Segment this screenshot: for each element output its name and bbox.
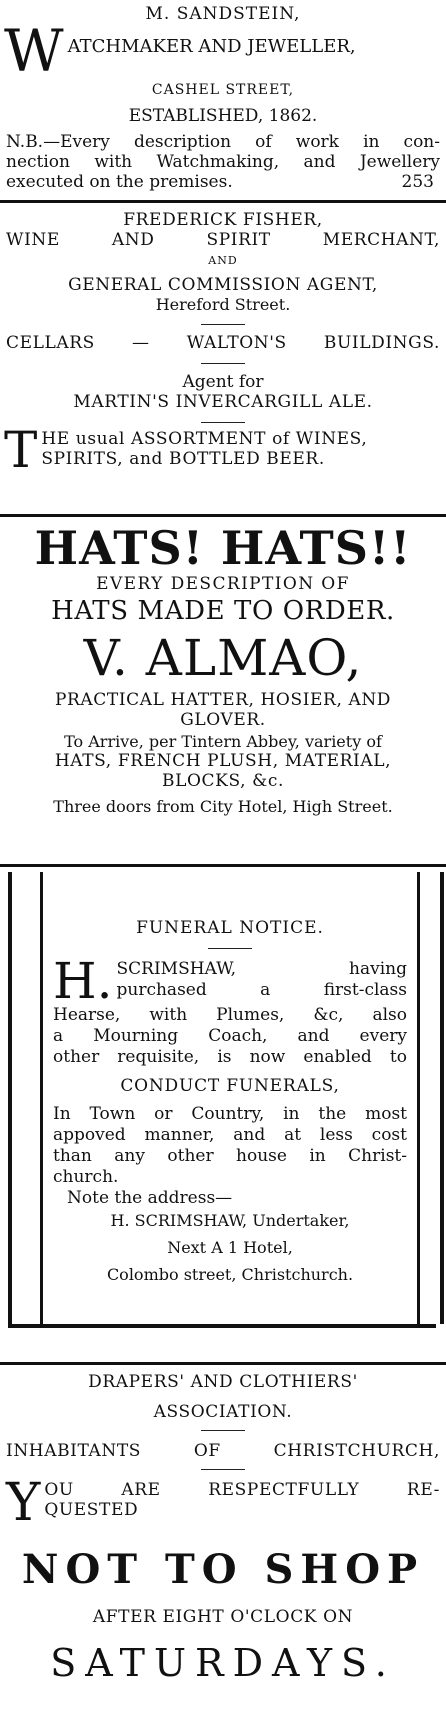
sandstein-trade: ATCHMAKER AND JEWELLER, <box>67 36 356 57</box>
drapers-inhabitants-word: OF <box>193 1441 221 1461</box>
almao-address: Three doors from City Hotel, High Street. <box>53 797 393 816</box>
funeral-text-line: Hearse, with Plumes, &c, also <box>53 1005 407 1025</box>
almao-materials: HATS, FRENCH PLUSH, MATERIAL, <box>54 751 392 771</box>
almao-arrive: To Arrive, per Tintern Abbey, variety of <box>64 732 382 751</box>
funeral-text-line: other requisite, is now enabled to <box>53 1047 407 1067</box>
sandstein-established: ESTABLISHED, 1862. <box>128 106 318 126</box>
funeral-notice-box <box>8 872 444 1324</box>
sandstein-note-line: N.B.—Every description of work in con- <box>6 132 440 152</box>
fisher-assortment-line: SPIRITS, and BOTTLED BEER. <box>41 449 325 469</box>
sandstein-street: CASHEL STREET, <box>151 82 295 98</box>
drapers-saturdays: SATURDAYS. <box>50 1641 396 1685</box>
funeral-drop-cap: H. <box>53 952 113 1010</box>
sandstein-note-last-row <box>0 172 446 192</box>
fisher-assortment <box>0 421 446 479</box>
fisher-trade-word: SPIRIT <box>206 230 271 250</box>
funeral-details-line: than any other house in Christ- <box>53 1146 407 1166</box>
fisher-street: Hereford Street. <box>155 295 291 314</box>
drapers-request-word: OU <box>44 1480 74 1500</box>
funeral-title: FUNERAL NOTICE. <box>136 918 324 938</box>
drapers-inhabitants-row <box>0 1441 446 1461</box>
funeral-note: Note the address— <box>67 1188 233 1208</box>
funeral-intro-line: SCRIMSHAW, having <box>116 959 407 979</box>
short-rule <box>201 1469 245 1470</box>
fisher-agent: GENERAL COMMISSION AGENT, <box>68 275 378 295</box>
drapers-request-word: RESPECTFULLY <box>208 1480 360 1500</box>
short-rule <box>201 324 245 325</box>
drapers-request-row <box>44 1480 446 1500</box>
drapers-title: ASSOCIATION. <box>153 1402 293 1422</box>
funeral-intro <box>43 952 417 1010</box>
hats-every-description: EVERY DESCRIPTION OF <box>96 574 350 594</box>
funeral-intro-line: purchased a first-class <box>116 980 407 1000</box>
fisher-trade-row <box>0 230 446 250</box>
sandstein-ad-number: 253 <box>401 172 434 192</box>
hats-headline: HATS! HATS!! <box>34 521 412 575</box>
funeral-undertaker: H. SCRIMSHAW, Undertaker, <box>110 1211 350 1230</box>
funeral-next: Next A 1 Hotel, <box>167 1238 293 1257</box>
almao-name: V. ALMAO, <box>83 629 363 687</box>
fisher-name: FREDERICK FISHER, <box>123 210 323 230</box>
rule-divider <box>0 1362 446 1365</box>
fisher-and: AND <box>208 254 238 267</box>
funeral-details <box>43 1104 417 1188</box>
drapers-inhabitants-word: CHRISTCHURCH, <box>273 1441 440 1461</box>
short-rule <box>201 1430 245 1431</box>
drapers-not-to-shop: NOT TO SHOP <box>21 1546 425 1593</box>
fisher-cellars-word: — <box>132 333 150 353</box>
almao-trade: PRACTICAL HATTER, HOSIER, AND <box>54 690 392 710</box>
fisher-cellars-word: WALTON'S <box>186 333 287 353</box>
drapers-drop-cap: Y <box>6 1473 41 1533</box>
fisher-advertisement <box>0 210 446 479</box>
fisher-drop-cap: T <box>4 421 38 479</box>
fisher-trade-word: WINE <box>6 230 60 250</box>
funeral-details-line: appoved manner, and at less cost <box>53 1125 407 1145</box>
drapers-title: DRAPERS' AND CLOTHIERS' <box>88 1372 358 1392</box>
drapers-request <box>0 1473 446 1533</box>
drapers-inhabitants-word: INHABITANTS <box>6 1441 142 1461</box>
drapers-request-word: RE- <box>406 1480 440 1500</box>
fisher-agent-for: Agent for <box>182 372 264 392</box>
fisher-cellars-row <box>0 333 446 353</box>
drapers-association-advertisement <box>0 1372 446 1685</box>
short-rule <box>201 363 245 364</box>
funeral-notice-inner-frame <box>40 872 420 1324</box>
drapers-request-line: QUESTED <box>44 1500 139 1520</box>
fisher-cellars-word: CELLARS <box>6 333 95 353</box>
sandstein-note <box>0 132 446 192</box>
fisher-ale: MARTIN'S INVERCARGILL ALE. <box>73 392 373 412</box>
funeral-street: Colombo street, Christchurch. <box>106 1265 354 1284</box>
sandstein-drop-cap: W <box>4 17 64 85</box>
rule-divider <box>0 514 446 517</box>
fisher-cellars-word: BUILDINGS. <box>323 333 440 353</box>
sandstein-trade-row <box>0 17 446 85</box>
drapers-after: AFTER EIGHT O'CLOCK ON <box>92 1607 354 1627</box>
rule-divider <box>0 200 446 203</box>
rule-divider <box>0 864 446 867</box>
sandstein-note-line: nection with Watchmaking, and Jewellery <box>6 152 440 172</box>
almao-hats-advertisement <box>0 522 446 816</box>
funeral-text-line: a Mourning Coach, and every <box>53 1026 407 1046</box>
hats-made-to-order: HATS MADE TO ORDER. <box>51 596 395 626</box>
fisher-trade-word: AND <box>111 230 155 250</box>
sandstein-advertisement <box>0 0 446 192</box>
box-bottom-rule <box>8 1324 436 1328</box>
short-rule <box>208 948 252 949</box>
fisher-assortment-line: HE usual ASSORTMENT of WINES, <box>41 429 368 449</box>
sandstein-name: M. SANDSTEIN, <box>145 4 301 24</box>
fisher-trade-word: MERCHANT, <box>322 230 440 250</box>
funeral-details-line: In Town or Country, in the most <box>53 1104 407 1124</box>
sandstein-note-last: executed on the premises. <box>6 172 233 192</box>
drapers-request-word: ARE <box>121 1480 161 1500</box>
funeral-details-last: church. <box>53 1167 119 1187</box>
funeral-conduct: CONDUCT FUNERALS, <box>120 1076 340 1096</box>
almao-trade: GLOVER. <box>180 710 266 730</box>
short-rule <box>201 422 245 423</box>
almao-blocks: BLOCKS, &c. <box>162 771 284 791</box>
